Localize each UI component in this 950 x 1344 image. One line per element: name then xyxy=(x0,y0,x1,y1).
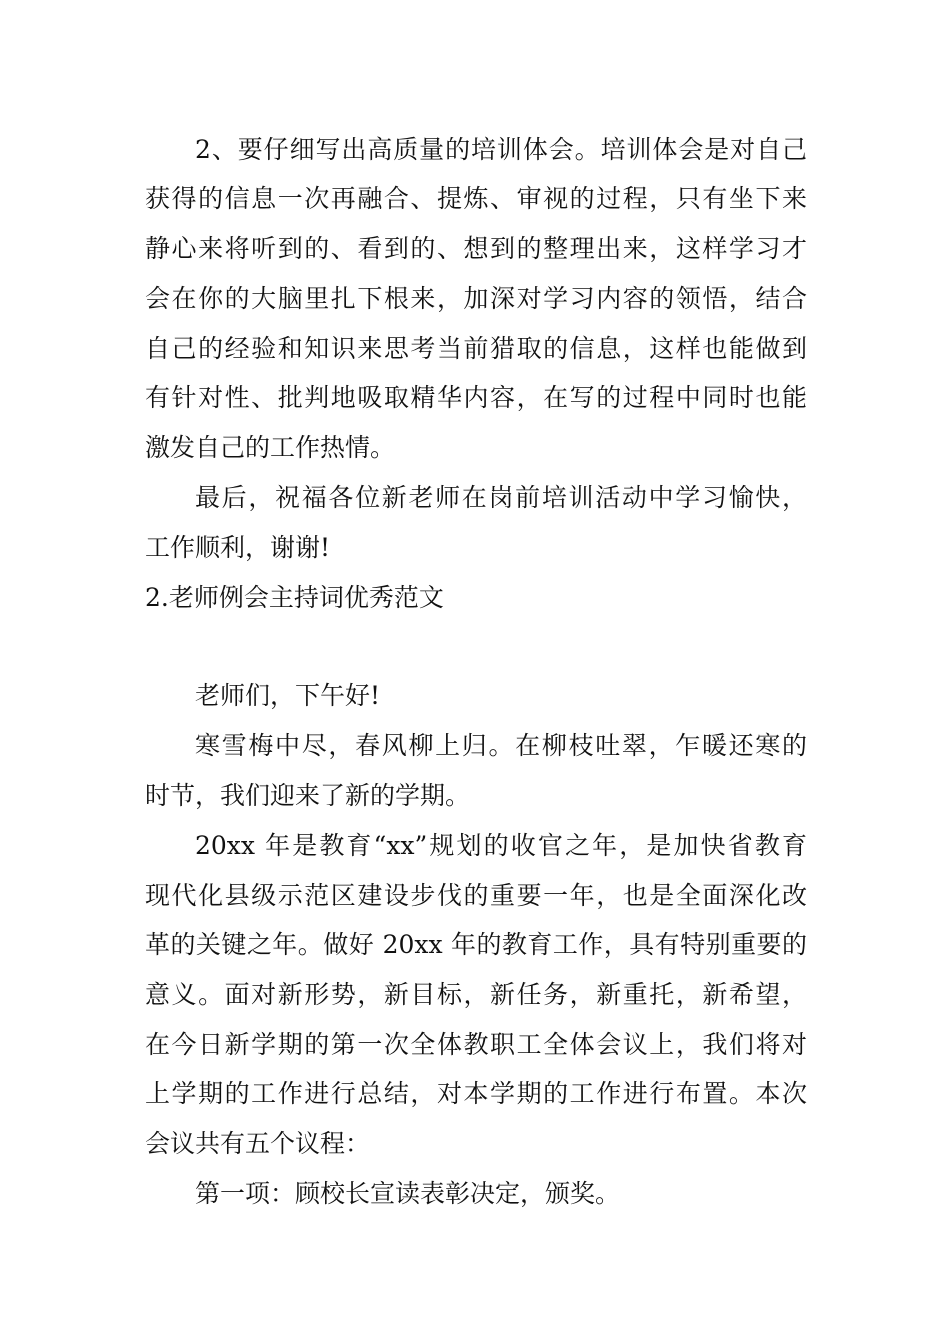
greeting-line: 老师们，下午好! xyxy=(195,681,381,710)
paragraph-line: 静心来将听到的、看到的、想到的整理出来，这样学习才 xyxy=(145,234,807,263)
paragraph-line: 20xx 年是教育“xx”规划的收官之年，是加快省教育 xyxy=(195,831,807,860)
paragraph-line: 会议共有五个议程： xyxy=(145,1129,371,1158)
paragraph-line: 获得的信息一次再融合、提炼、审视的过程，只有坐下来 xyxy=(145,184,807,213)
paragraph-line: 上学期的工作进行总结，对本学期的工作进行布置。本次 xyxy=(145,1079,807,1108)
paragraph-line: 激发自己的工作热情。 xyxy=(145,433,396,462)
paragraph-line: 寒雪梅中尽，春风柳上归。在柳枝吐翠，乍暖还寒的 xyxy=(195,731,807,760)
paragraph-line: 会在你的大脑里扎下根来，加深对学习内容的领悟，结合 xyxy=(145,284,807,313)
paragraph-line: 时节，我们迎来了新的学期。 xyxy=(145,781,471,810)
paragraph-line: 自己的经验和知识来思考当前猎取的信息，这样也能做到 xyxy=(145,334,807,363)
paragraph-line: 在今日新学期的第一次全体教职工全体会议上，我们将对 xyxy=(145,1030,807,1059)
section-heading: 2.老师例会主持词优秀范文 xyxy=(145,583,444,612)
paragraph-line: 有针对性、批判地吸取精华内容，在写的过程中同时也能 xyxy=(145,383,807,412)
paragraph-line: 革的关键之年。做好 20xx 年的教育工作，具有特别重要的 xyxy=(145,930,807,959)
paragraph-line: 现代化县级示范区建设步伐的重要一年，也是全面深化改 xyxy=(145,881,807,910)
paragraph-line: 最后，祝福各位新老师在岗前培训活动中学习愉快， xyxy=(195,483,807,512)
paragraph-line: 2、要仔细写出高质量的培训体会。培训体会是对自己 xyxy=(195,135,807,164)
paragraph-line: 意义。面对新形势，新目标，新任务，新重托，新希望， xyxy=(145,980,807,1009)
paragraph-line: 工作顺利，谢谢! xyxy=(145,533,331,562)
agenda-item: 第一项：顾校长宣读表彰决定，颁奖。 xyxy=(195,1179,621,1208)
